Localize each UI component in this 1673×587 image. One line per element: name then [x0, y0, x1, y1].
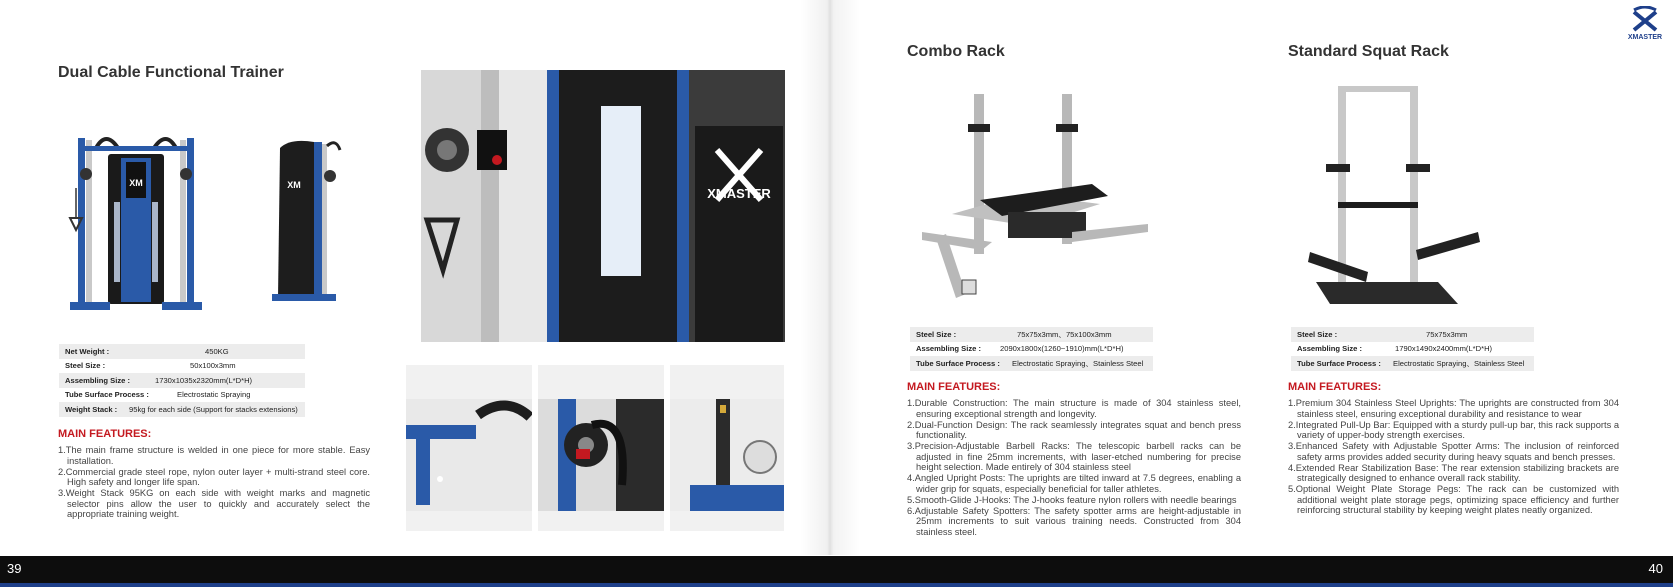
trainer-side-image: [270, 136, 342, 304]
trainer-spec-table: [59, 344, 305, 417]
detail-photo-frame: [406, 365, 532, 531]
spec-label: Steel Size :: [1297, 329, 1338, 339]
spec-row: [910, 342, 1153, 357]
spec-value: 50x100x3mm: [190, 361, 236, 371]
detail-photo-base: [670, 365, 784, 531]
spec-value: Electrostatic Spraying、Stainless Steel: [1393, 358, 1525, 368]
spec-row: [1291, 342, 1534, 357]
feature-item: 1.Durable Construction: The main structure is made of 304 stainless steel, ensuring exceptional strength and longevity.: [907, 398, 1241, 419]
spec-row: [59, 388, 305, 403]
footer-accent-stripe: [0, 583, 1673, 587]
spec-value: 2090x1800x(1260~1910)mm(L*D*H): [1000, 344, 1124, 354]
feature-item: 2.Integrated Pull-Up Bar: Equipped with a sturdy pull-up bar, this rack supports a variety of upper-body strength exercises.: [1288, 419, 1619, 440]
trainer-title: Dual Cable Functional Trainer: [58, 64, 284, 81]
spec-label: Tube Surface Process :: [1297, 358, 1381, 368]
svg-text:XM: XM: [129, 178, 143, 188]
squat-title: Standard Squat Rack: [1288, 43, 1449, 60]
spec-value: 75x75x3mm: [1426, 329, 1468, 339]
spec-label: Assembling Size :: [916, 344, 981, 354]
feature-item: 1.Premium 304 Stainless Steel Uprights: The uprights are constructed from 304 stainless steel, ensuring exceptional durability and resistance to wear: [1288, 398, 1619, 419]
feature-item: 4.Extended Rear Stabilization Base: The rear extension stabilizing brackets are strategically designed to enhance overall rack stability.: [1288, 462, 1619, 483]
footer-bar: [0, 556, 1673, 583]
feature-item: 3.Precision-Adjustable Barbell Racks: The telescopic barbell racks can be adjusted in fine 25mm increments, with laser-etched numbering for precise height selection. Made entirely of 304 stainless steel: [907, 441, 1241, 472]
combo-spec-table: [910, 327, 1153, 371]
spec-label: Steel Size :: [65, 361, 106, 371]
spec-value: Electrostatic Spraying: [177, 390, 251, 400]
spec-label: Tube Surface Process :: [65, 390, 149, 400]
spec-row: [59, 402, 305, 417]
page-number-left: 39: [7, 561, 22, 576]
feature-item: 1.The main frame structure is welded in one piece for more stable. Easy installation.: [58, 445, 370, 466]
feature-item: 6.Adjustable Safety Spotters: The safety spotter arms are height-adjustable in 25mm increments to suit various training needs. Constructed from 304 stainless steel.: [907, 505, 1241, 537]
combo-features-heading: MAIN FEATURES:: [907, 381, 1001, 393]
spec-label: Steel Size :: [916, 329, 957, 339]
svg-text:XM: XM: [287, 180, 301, 190]
feature-item: 2.Dual-Function Design: The rack seamlessly integrates squat and bench press functionality.: [907, 419, 1241, 440]
spec-row: [59, 359, 305, 374]
squat-spec-table: [1291, 327, 1534, 371]
brand-logo-text: XMASTER: [1627, 34, 1663, 40]
spec-value: 1790x1490x2400mm(L*D*H): [1395, 344, 1493, 354]
feature-item: 4.Angled Upright Posts: The uprights are tilted inward at 7.5 degrees, enabling a wider grip for squats, especially beneficial for taller athletes.: [907, 473, 1241, 494]
trainer-front-image: [66, 128, 206, 324]
feature-item: 5.Smooth-Glide J-Hooks: The J-hooks feature nylon rollers with needle bearings: [907, 494, 1237, 505]
spec-label: Tube Surface Process :: [916, 358, 1000, 368]
spec-label: Net Weight :: [65, 346, 110, 356]
spec-row: [1291, 356, 1534, 371]
combo-rack-image: [922, 84, 1148, 312]
spec-row: [910, 327, 1153, 342]
squat-rack-image: [1308, 82, 1480, 314]
combo-features-list: [907, 398, 1241, 538]
spec-value: 1730x1035x2320mm(L*D*H): [155, 375, 253, 385]
page-number-right: 40: [1648, 561, 1663, 576]
spec-row: [910, 356, 1153, 371]
detail-photo-pulley: [538, 365, 664, 531]
feature-item: 3.Weight Stack 95KG on each side with weight marks and magnetic selector pins allow the user to quickly and accurately select the appropriate training weight.: [58, 488, 370, 519]
brand-logo: [1626, 6, 1664, 40]
squat-features-list: [1288, 398, 1619, 516]
spec-label: Weight Stack :: [65, 404, 118, 414]
trainer-closeup-photo: [421, 70, 785, 342]
trainer-features-list: [58, 445, 370, 520]
spec-row: [59, 373, 305, 388]
spec-value: 95kg for each side (Support for stacks extensions): [129, 404, 298, 414]
feature-item: 5.Optional Weight Plate Storage Pegs: The rack can be customized with additional weight plate storage pegs, optimizing space efficiency and further reinforcing structural stability by keeping weight plates neatly organized.: [1288, 484, 1619, 515]
spec-value: 75x75x3mm、75x100x3mm: [1017, 329, 1112, 339]
feature-item: 3.Enhanced Safety with Adjustable Spotter Arms: The inclusion of reinforced safety arms provides added security during heavy squats and bench presses.: [1288, 441, 1619, 462]
spec-value: Electrostatic Spraying、Stainless Steel: [1012, 358, 1144, 368]
squat-features-heading: MAIN FEATURES:: [1288, 381, 1382, 393]
trainer-features-heading: MAIN FEATURES:: [58, 428, 152, 440]
book-spine-shadow: [800, 0, 860, 555]
spec-label: Assembling Size :: [65, 375, 130, 385]
spec-row: [59, 344, 305, 359]
spec-label: Assembling Size :: [1297, 344, 1362, 354]
svg-text:XMASTER: XMASTER: [707, 186, 771, 201]
combo-title: Combo Rack: [907, 43, 1005, 60]
spec-value: 450KG: [205, 346, 229, 356]
feature-item: 2.Commercial grade steel rope, nylon outer layer + multi-strand steel core. High safety and longer life span.: [58, 466, 370, 487]
spec-row: [1291, 327, 1534, 342]
